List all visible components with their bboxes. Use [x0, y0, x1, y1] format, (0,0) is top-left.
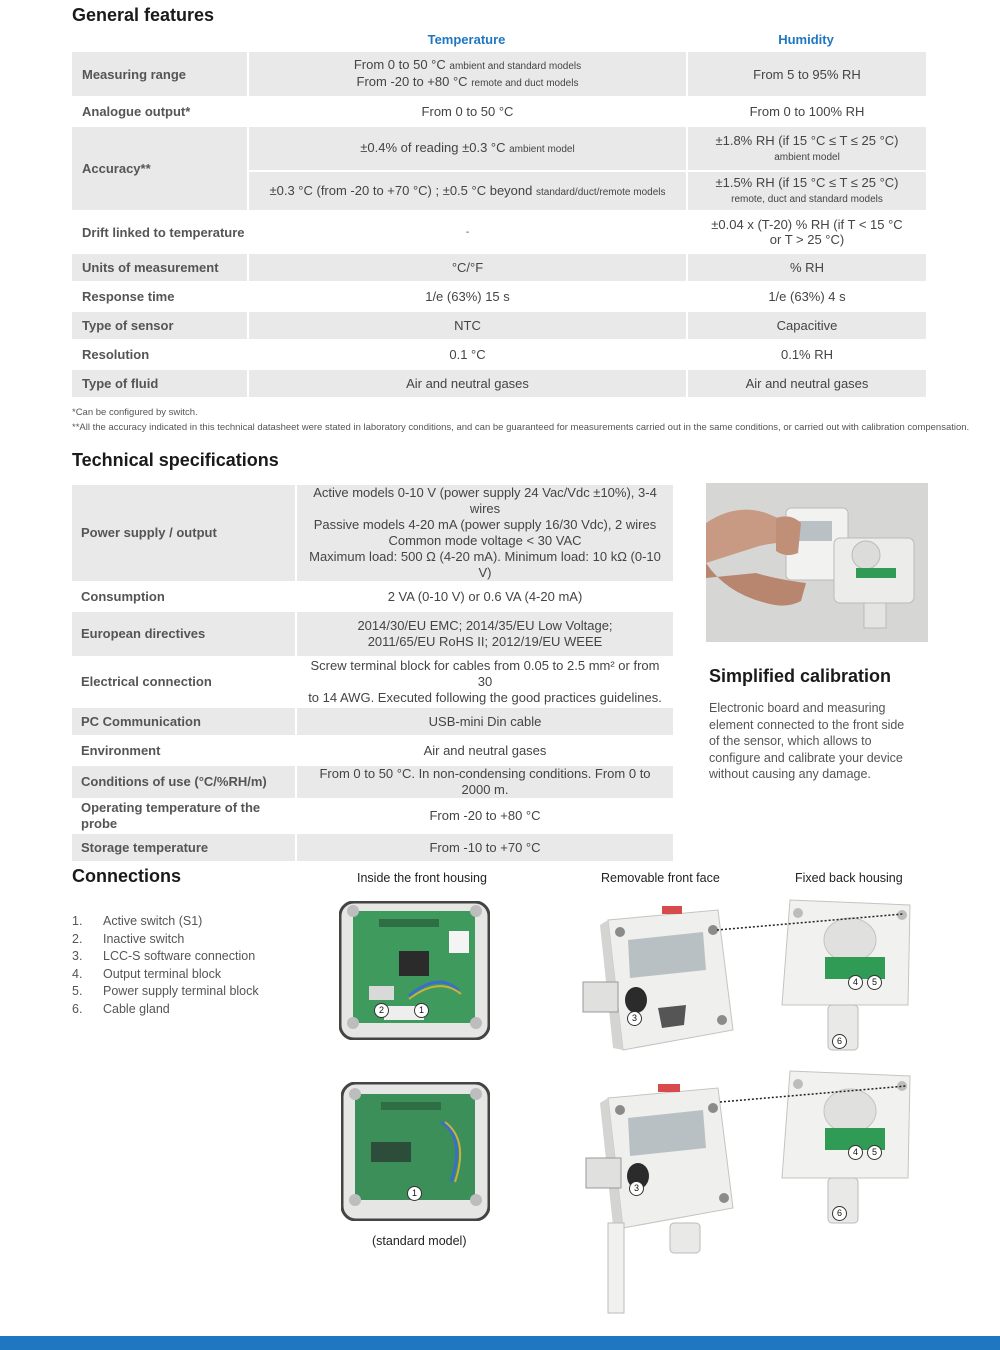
- list-item: 5. Power supply terminal block: [72, 984, 259, 999]
- callout-badge: 5: [867, 1145, 882, 1160]
- humidity-cell: 1/e (63%) 4 s: [686, 283, 926, 310]
- table-row: [72, 127, 926, 170]
- table-row: [72, 341, 926, 368]
- technical-specifications-table: [72, 483, 673, 863]
- row-value: 2 VA (0-10 V) or 0.6 VA (4-20 mA): [295, 583, 673, 610]
- list-item: 4. Output terminal block: [72, 966, 222, 981]
- caption-fixed-back-housing: Fixed back housing: [795, 871, 903, 885]
- temperature-cell: Air and neutral gases: [247, 370, 686, 397]
- col-humidity: Humidity: [778, 31, 834, 47]
- connections-title: Connections: [72, 866, 182, 886]
- row-value: 2014/30/EU EMC; 2014/35/EU Low Voltage; 2011/65/EU RoHS II; 2012/19/EU WEEE: [295, 612, 673, 656]
- calibration-text: Electronic board and measuring element connected to the front side of the sensor, which allows to configure and calibrate your device without causing any damage.: [709, 701, 905, 781]
- table-row: [72, 283, 926, 310]
- row-label: Environment: [72, 737, 295, 764]
- row-label: Operating temperature of the probe: [72, 800, 295, 832]
- callout-badge: 4: [848, 975, 863, 990]
- table-row: [72, 98, 926, 125]
- caption-removable-front-face: Removable front face: [601, 871, 720, 885]
- front-housing-board-image: [339, 901, 490, 1040]
- table-row: [72, 212, 926, 252]
- header-row: [72, 28, 926, 50]
- temperature-cell: NTC: [247, 312, 686, 339]
- row-value: USB-mini Din cable: [295, 708, 673, 735]
- callout-badge: 1: [407, 1186, 422, 1201]
- calibration-photo: [706, 483, 928, 642]
- humidity-cell: % RH: [686, 254, 926, 281]
- row-label: Conditions of use (°C/%RH/m): [72, 766, 295, 798]
- row-label: Accuracy**: [72, 127, 247, 210]
- table-row: [72, 737, 673, 764]
- callout-badge: 6: [832, 1206, 847, 1221]
- humidity-cell: ±0.04 x (T-20) % RH (if T < 15 °C or T > 25 °C): [686, 212, 926, 252]
- table-row: [72, 834, 673, 861]
- row-value: From -20 to +80 °C: [295, 800, 673, 832]
- connections-list: [72, 914, 259, 1020]
- row-value: Active models 0-10 V (power supply 24 Vac/Vdc ±10%), 3-4 wires Passive models 4-20 mA (power supply 16/30 Vdc), 2 wires Common mode voltage < 30 VAC Maximum load: 500 Ω (4-20 mA). Minimum load: 10 kΩ (0-10 V): [295, 485, 673, 581]
- table-row: [72, 312, 926, 339]
- table-row: [72, 658, 673, 706]
- list-item: 1. Active switch (S1): [72, 914, 203, 928]
- temperature-cell: ±0.3 °C (from -20 to +70 °C) ; ±0.5 °C beyond standard/duct/remote models: [247, 172, 686, 210]
- humidity-cell: From 0 to 100% RH: [686, 98, 926, 125]
- row-label: Type of fluid: [72, 370, 247, 397]
- standard-board-image: [341, 1082, 490, 1221]
- humidity-cell: From 5 to 95% RH: [686, 52, 926, 96]
- dotted-connector: [718, 1082, 908, 1106]
- callout-badge: 4: [848, 1145, 863, 1160]
- footnote-accuracy: **All the accuracy indicated in this technical datasheet were stated in laboratory conditions, and can be guaranteed for measurements carried out in the same conditions, or carried out with calibration compensation.: [72, 422, 970, 433]
- row-label: Measuring range: [72, 52, 247, 96]
- temperature-cell: From 0 to 50 °C: [247, 98, 686, 125]
- col-temperature: Temperature: [427, 31, 506, 47]
- temperature-cell: ±0.4% of reading ±0.3 °C ambient model: [247, 127, 686, 170]
- list-item: 6. Cable gland: [72, 1001, 170, 1016]
- callout-badge: 3: [627, 1011, 642, 1026]
- humidity-cell: 0.1% RH: [686, 341, 926, 368]
- front-face-probe-image: [578, 1078, 740, 1318]
- front-face-image: [578, 900, 738, 1052]
- calibration-title: Simplified calibration: [709, 666, 892, 686]
- temperature-cell: -: [247, 212, 686, 252]
- row-label: Response time: [72, 283, 247, 310]
- table-row: [72, 485, 673, 581]
- caption-standard-model: (standard model): [372, 1234, 467, 1248]
- callout-badge: 1: [414, 1003, 429, 1018]
- humidity-cell: ±1.5% RH (if 15 °C ≤ T ≤ 25 °C) remote, duct and standard models: [686, 172, 926, 210]
- table-row: [72, 800, 673, 832]
- callout-badge: 6: [832, 1034, 847, 1049]
- general-features-table: [72, 26, 926, 399]
- callout-badge: 5: [867, 975, 882, 990]
- row-label: Consumption: [72, 583, 295, 610]
- row-value: Air and neutral gases: [295, 737, 673, 764]
- row-label: Units of measurement: [72, 254, 247, 281]
- calibration-photo-illustration: [706, 483, 928, 642]
- dotted-connector: [715, 910, 905, 934]
- table-row: [72, 254, 926, 281]
- row-label: Storage temperature: [72, 834, 295, 861]
- footnote-configurable: *Can be configured by switch.: [72, 407, 198, 418]
- temperature-cell: °C/°F: [247, 254, 686, 281]
- table-row: [72, 370, 926, 397]
- humidity-cell: Capacitive: [686, 312, 926, 339]
- table-row: [72, 52, 926, 96]
- temperature-cell: From 0 to 50 °C ambient and standard models From -20 to +80 °C remote and duct models: [247, 52, 686, 96]
- caption-inside-front-housing: Inside the front housing: [357, 871, 487, 885]
- list-item: 2. Inactive switch: [72, 931, 185, 946]
- humidity-cell: ±1.8% RH (if 15 °C ≤ T ≤ 25 °C) ambient model: [686, 127, 926, 170]
- table-row: [72, 612, 673, 656]
- callout-badge: 3: [629, 1181, 644, 1196]
- row-label: PC Communication: [72, 708, 295, 735]
- row-label: Drift linked to temperature: [72, 212, 247, 252]
- circuit-board-illustration: [339, 901, 490, 1040]
- bottom-accent-bar: [0, 1336, 1000, 1350]
- row-label: Power supply / output: [72, 485, 295, 581]
- row-value: Screw terminal block for cables from 0.05 to 2.5 mm² or from 30 to 14 AWG. Executed following the good practices guidelines.: [295, 658, 673, 706]
- list-item: 3. LCC-S software connection: [72, 949, 256, 964]
- table-row: [72, 708, 673, 735]
- row-value: From -10 to +70 °C: [295, 834, 673, 861]
- technical-specifications-title: Technical specifications: [72, 450, 279, 470]
- table-row: [72, 583, 673, 610]
- temperature-cell: 1/e (63%) 15 s: [247, 283, 686, 310]
- row-label: Electrical connection: [72, 658, 295, 706]
- table-row: [72, 766, 673, 798]
- humidity-cell: Air and neutral gases: [686, 370, 926, 397]
- row-label: Resolution: [72, 341, 247, 368]
- row-label: Analogue output*: [72, 98, 247, 125]
- row-label: Type of sensor: [72, 312, 247, 339]
- callout-badge: 2: [374, 1003, 389, 1018]
- row-label: European directives: [72, 612, 295, 656]
- row-value: From 0 to 50 °C. In non-condensing conditions. From 0 to 2000 m.: [295, 766, 673, 798]
- general-features-title: General features: [72, 5, 215, 25]
- front-face-probe-illustration: [578, 1078, 740, 1318]
- front-face-illustration: [578, 900, 738, 1052]
- temperature-cell: 0.1 °C: [247, 341, 686, 368]
